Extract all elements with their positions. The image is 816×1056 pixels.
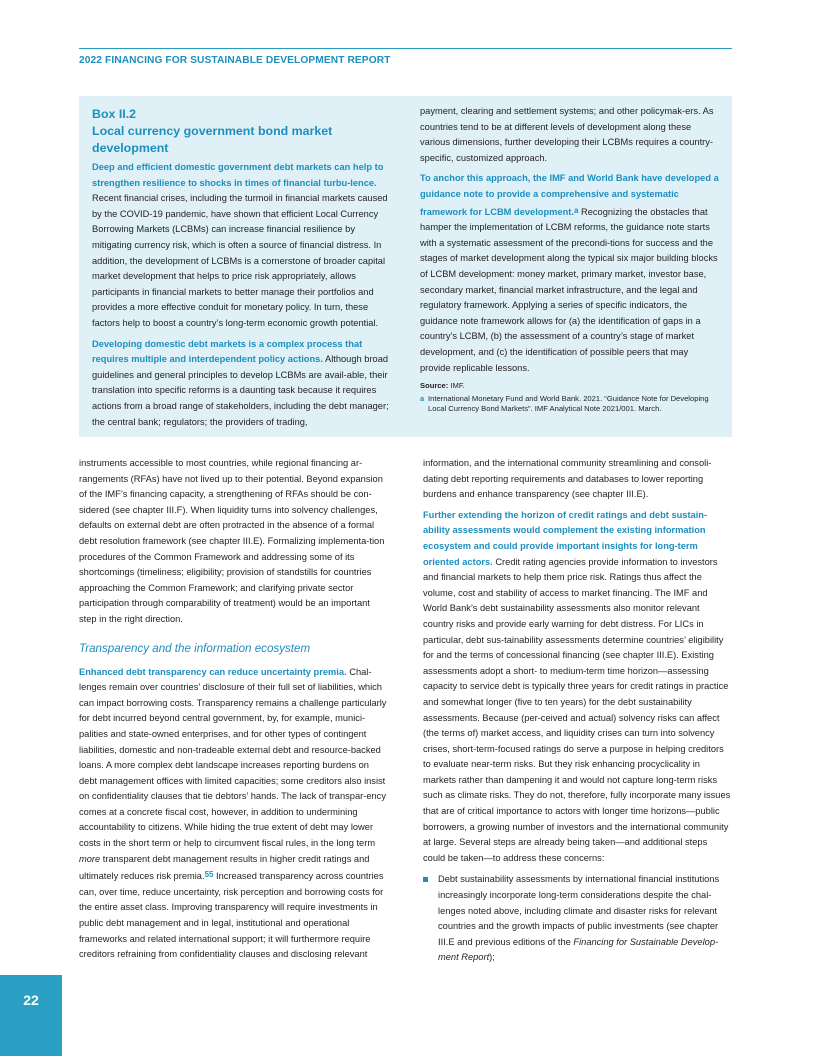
footnote-ref-a[interactable]: a [573, 205, 579, 215]
box-paragraph [92, 337, 392, 431]
box-right-column [420, 104, 721, 415]
box-ii-2 [79, 96, 732, 437]
box-left-column [92, 104, 392, 435]
body-paragraph: instruments accessible to most countries, while regional financing ar-rangements (RFAs) have not lived up to their potential. Beyond expansion of the IMF’s financing capacity, a strengthening of RFAs should be con-sidered (see chapter III.F). When liquidity turns into solvency challenges, defaults on external debt are often protracted in the absence of a formal debt resolution framework (see chapter III.E). Formalizing implementa-tion procedures of the Common Framework and addressing some of its shortcomings (timeliness; eligibility; provision of standstills for countries approaching the Common Framework; and clarifying private sector participation through comparability of treatment) would be an important step in the right direction. [79, 458, 385, 624]
footnote-text: International Monetary Fund and World Bank. 2021. “Guidance Note for Developing Local Currency Bond Markets”. IMF Analytical Note 2021/001. March. [428, 393, 709, 414]
body-paragraph [423, 508, 732, 867]
box-lead-text: Deep and efficient domestic government debt markets can help to strengthen resilience to shocks in times of financial turbu-lence. [92, 162, 384, 188]
body-text: Credit rating agencies provide information to investors and financial markets to help them price risk. Ratings thus affect the volume, cost and stability of access to market financing. The IMF and World Bank’s debt sustainability assessments also monitor relevant country risks and provide early warning for debt distress. For LICs in particular, debt sus-tainability assessments determine countries’ eligibility for and the terms of concessional financing (see chapter III.E). Existing assessments adopt a short- to medium-term time horizon—assessing capacity to service debt is typically three years for credit ratings in practice and somewhat longer (five to ten years) for the debt sustainability assessments. Because (per-ceived and actual) solvency risks can affect (the terms of) market access, and liquidity crises can turn into solvency crises, short-term-focused ratings do serve a purpose in helping creditors to evaluate near-term risks. But they risk enhancing procyclicality in markets rather than dampening it and would not capture long-term risks such as climate risks. They do not, therefore, fully incorporate many issues that are of critical importance to actors with longer time horizons—public borrowers, a growing number of investors and the international community at large. Several steps are already being taken—and additional steps could be taken—to address these concerns: [423, 556, 731, 863]
box-paragraph: payment, clearing and settlement systems; and other policymak-ers. As countries tend to be at different levels of development along these various dimensions, further developing their LCBMs requires a country-specific, customized approach. [420, 106, 714, 163]
source-value: IMF. [448, 381, 465, 391]
section-subheading: Transparency and the information ecosystem [79, 641, 311, 655]
body-text: transparent debt management results in higher credit ratings and ultimately reduces risk premia. [79, 853, 370, 882]
bullet-square-icon [423, 877, 428, 882]
body-text: Increased transparency across countries can, over time, reduce uncertainty, risk perception and borrowing costs for the entire asset class. Improving transparency will require investments in public debt management and in legal, institutional and operational frameworks and related international support; it will furthermore require creditors refraining from confidentiality clauses and disclosing relevant [79, 871, 384, 960]
lead-text: Further extending the horizon of credit ratings and debt sustain-ability assessments would complement the existing information ecosystem and could provide important insights for long-term oriented actors. [423, 509, 708, 567]
box-footnote [420, 394, 721, 415]
page-number: 22 [23, 992, 39, 1008]
box-source [420, 381, 721, 392]
emphasis-text: Financing for Sustainable Develop-ment Report [438, 936, 719, 963]
emphasis-text: more [79, 853, 101, 864]
lead-text: Enhanced debt transparency can reduce uncertainty premia. [79, 666, 347, 677]
box-label: Box II.2 [92, 107, 137, 121]
bullet-text: Debt sustainability assessments by international financial institutions increasingly incorporate long-term considerations despite the chal-lenges noted above, including climate and disaster risks for relevant countries and the growth impacts of public investments (see chapter III.E and previous editions of the [438, 874, 720, 947]
main-right-column [423, 456, 732, 966]
running-head: 2022 FINANCING FOR SUSTAINABLE DEVELOPMENT REPORT [79, 55, 391, 66]
box-body-text: Recognizing the obstacles that hamper the implementation of LCBM reforms, the guidance note starts with a systematic assessment of the precondi-tions for success and the stages of market development along the typical six major building blocks of LCBM development: money market, primary market, investor base, secondary market, financial market infrastructure, and the legal and regulatory framework. Applying a series of specific indicators, the guidance note framework allows for (a) the identification of gaps in a country’s LCBM, (b) the assessment of a country’s stage of market development, and (c) the identification of possible peers that may provide replicable lessons. [420, 206, 718, 373]
box-lead-text: To anchor this approach, the IMF and World Bank have developed a guidance note to provide a comprehensive and systematic framework for LCBM development. [420, 173, 719, 217]
page-number-tab [0, 975, 62, 1056]
bullet-item [423, 872, 732, 966]
footnote-letter: a [420, 393, 425, 403]
header-rule [79, 48, 732, 49]
bullet-text: ); [489, 952, 495, 963]
body-paragraph: information, and the international community streamlining and consoli-dating debt reporting requirements and databases to lower reporting burdens and enhance transparency (see chapter III.E). [423, 458, 712, 500]
box-body-text: Although broad guidelines and general principles to develop LCBMs are avail-able, their translation into specific reforms is a daunting task because it requires actions from a broad range of stakeholders, including the debt manager; the central bank; regulators; the providers of trading, [92, 354, 389, 427]
box-title: Local currency government bond market development [92, 124, 333, 155]
box-body-text: Recent financial crises, including the turmoil in financial markets caused by the COVID-19 pandemic, have shown that efficient Local Currency Borrowing Markets (LCBMs) can increase financial resilience by mitigating currency risk, which is often a source of financial distress. In addition, the development of LCBMs is a cornerstone of broader capital market development that helps to price risk appropriately, allows participants in financial markets to better manage their portfolios and provides a more effective conduit for monetary policy. In turn, these factors help to boost a country’s long-term economic growth potential. [92, 193, 388, 328]
box-paragraph [92, 160, 392, 332]
source-label: Source: [420, 381, 449, 391]
main-left-column [79, 456, 389, 968]
body-text: Chal-lenges remain over countries’ disclosure of their full set of liabilities, which can impact borrowing costs. Transparency remains a challenge particularly for debt incurred beyond central government, by, for example, munici-palities and state-owned enterprises, and for other types of contingent liabilities, domestic and non-tradeable external debt and resource-backed loans. A more complex debt landscape increases reporting burdens on debt management offices with limited capacities; some creditors also insist on confidentiality clauses that tie debtors’ hands. The lack of transpar-ency comes at a concrete fiscal cost, however, in addition to undermining accountability to citizens. While hiding the true extent of debt may lower costs in the short term or help to circumvent fiscal rules, in the long term [79, 666, 387, 849]
footnote-ref-55[interactable]: 55 [204, 870, 214, 880]
box-lead-text: Developing domestic debt markets is a complex process that requires multiple and interdependent policy actions. [92, 338, 363, 365]
box-paragraph [420, 171, 721, 376]
body-paragraph [79, 665, 389, 963]
